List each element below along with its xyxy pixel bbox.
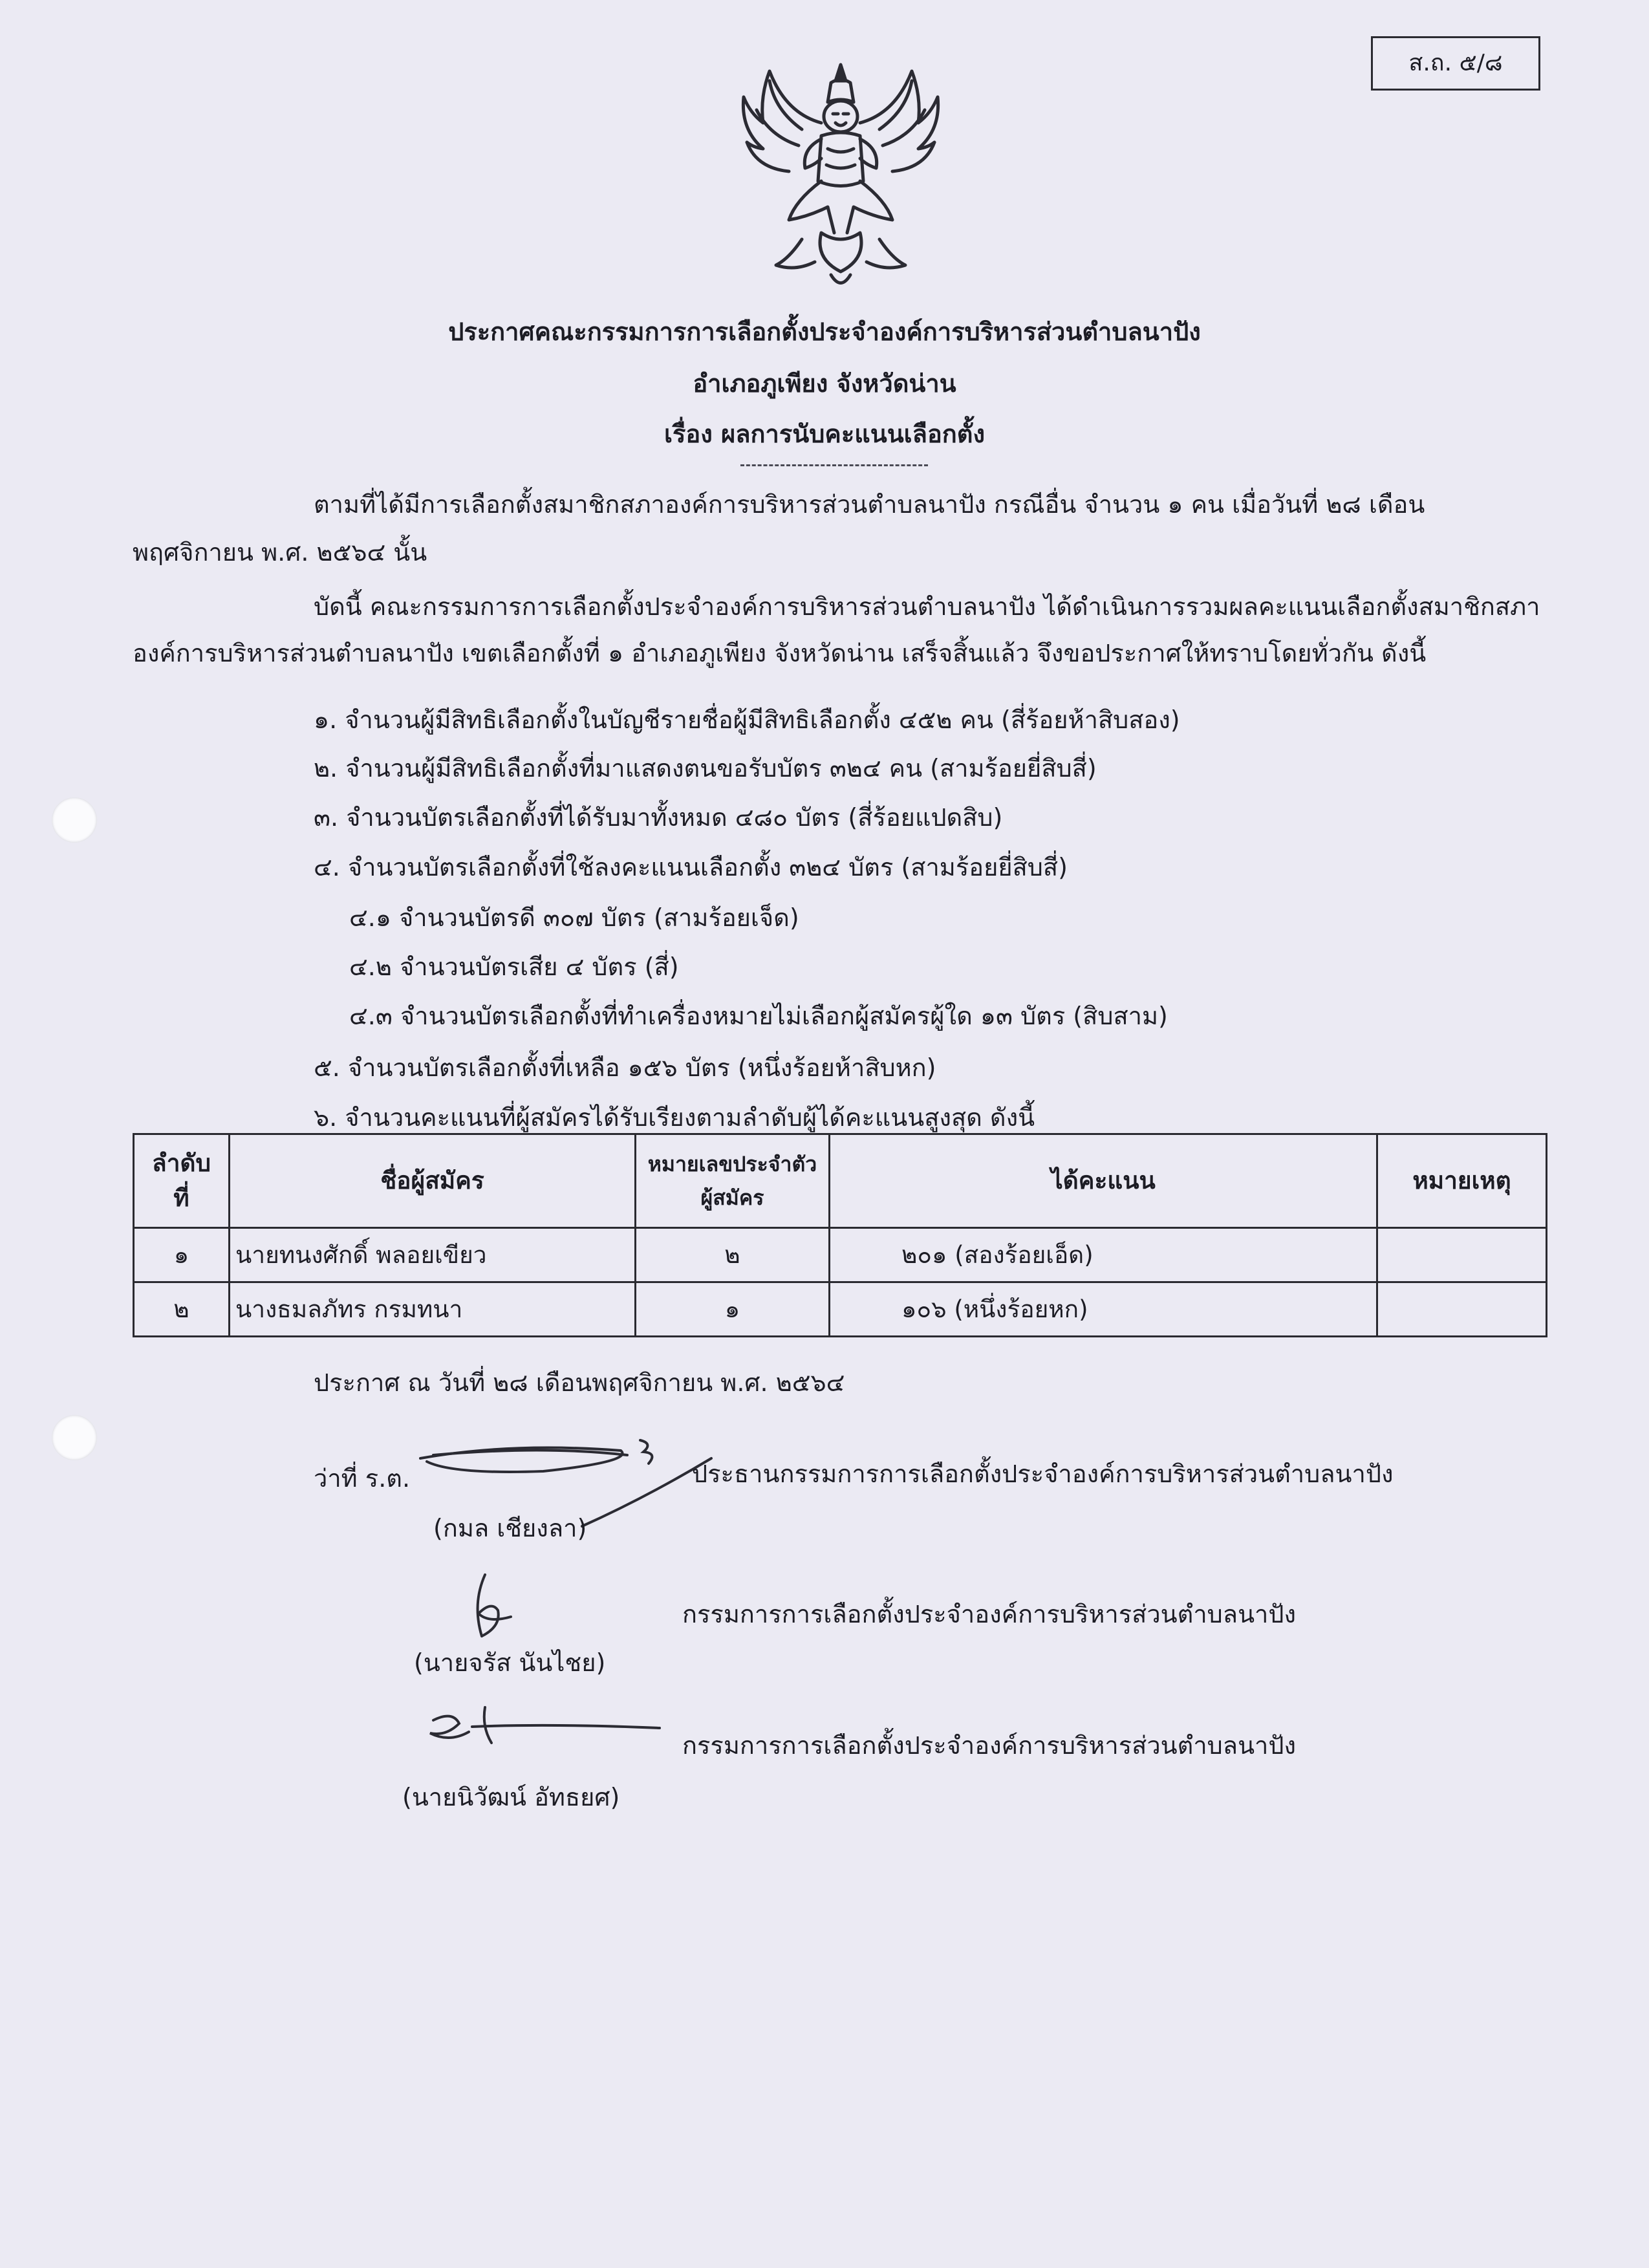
item-5: ๕. จำนวนบัตรเลือกตั้งที่เหลือ ๑๕๖ บัตร (หนึ่งร้อยห้าสิบหก) bbox=[314, 1053, 936, 1082]
header-title-line3: เรื่อง ผลการนับคะแนนเลือกตั้ง bbox=[663, 420, 986, 448]
header-number: หมายเลขประจำตัว ผู้สมัคร bbox=[636, 1134, 830, 1228]
results-table bbox=[133, 1133, 1547, 1337]
header-name: ชื่อผู้สมัคร bbox=[230, 1134, 636, 1228]
item-4-2: ๔.๒ จำนวนบัตรเสีย ๔ บัตร (สี่) bbox=[349, 953, 679, 981]
row-name: นางธมลภัทร กรมทนา bbox=[230, 1282, 636, 1337]
announce-date: ประกาศ ณ วันที่ ๒๘ เดือนพฤศจิกายน พ.ศ. ๒๕๖๔ bbox=[314, 1368, 845, 1397]
item-3: ๓. จำนวนบัตรเลือกตั้งที่ได้รับมาทั้งหมด ๔๘๐ บัตร (สี่ร้อยแปดสิบ) bbox=[314, 803, 1003, 832]
signatory-3-name: (นายนิวัฒน์ อัทธยศ) bbox=[402, 1783, 620, 1811]
garuda-emblem-icon bbox=[724, 52, 957, 297]
intro-p2-line2: องค์การบริหารส่วนตำบลนาปัง เขตเลือกตั้งที่ ๑ อำเภอภูเพียง จังหวัดน่าน เสร็จสิ้นแล้ว จึงขอประกาศให้ทราบโดยทั่วกัน ดังนี้ bbox=[133, 639, 1427, 667]
header-title-line1: ประกาศคณะกรรมการการเลือกตั้งประจำองค์การบริหารส่วนตำบลนาปัง bbox=[448, 318, 1201, 346]
row-number: ๒ bbox=[636, 1228, 830, 1282]
row-order: ๒ bbox=[134, 1282, 230, 1337]
signatory-1-title: ประธานกรรมการการเลือกตั้งประจำองค์การบริหารส่วนตำบลนาปัง bbox=[692, 1460, 1394, 1488]
item-6: ๖. จำนวนคะแนนที่ผู้สมัครได้รับเรียงตามลำดับผู้ได้คะแนนสูงสุด ดังนี้ bbox=[314, 1103, 1035, 1132]
row-score: ๒๐๑ (สองร้อยเอ็ด) bbox=[830, 1228, 1377, 1282]
intro-p1-line1: ตามที่ได้มีการเลือกตั้งสมาชิกสภาองค์การบริหารส่วนตำบลนาปัง กรณีอื่น จำนวน ๑ คน เมื่อวันที่ ๒๘ เดือน bbox=[314, 490, 1425, 519]
row-order: ๑ bbox=[134, 1228, 230, 1282]
signatory-1-prefix: ว่าที่ ร.ต. bbox=[314, 1464, 411, 1493]
table-row bbox=[134, 1282, 1547, 1337]
signatory-3-title: กรรมการการเลือกตั้งประจำองค์การบริหารส่วนตำบลนาปัง bbox=[682, 1731, 1297, 1760]
header-score: ได้คะแนน bbox=[830, 1134, 1377, 1228]
punch-hole-bottom bbox=[52, 1415, 97, 1460]
intro-p1-line2: พฤศจิกายน พ.ศ. ๒๕๖๔ นั้น bbox=[133, 538, 427, 567]
punch-hole-top bbox=[52, 797, 97, 843]
item-1: ๑. จำนวนผู้มีสิทธิเลือกตั้งในบัญชีรายชื่อผู้มีสิทธิเลือกตั้ง ๔๕๒ คน (สี่ร้อยห้าสิบสอง) bbox=[314, 706, 1180, 734]
row-number: ๑ bbox=[636, 1282, 830, 1337]
intro-p2-line1: บัดนี้ คณะกรรมการการเลือกตั้งประจำองค์การบริหารส่วนตำบลนาปัง ได้ดำเนินการรวมผลคะแนนเลือกตั้งสมาชิกสภา bbox=[314, 592, 1540, 621]
row-note bbox=[1377, 1282, 1547, 1337]
signature-2-icon bbox=[453, 1565, 543, 1656]
signature-3-icon bbox=[420, 1701, 666, 1766]
signatory-2-name: (นายจรัส นันไชย) bbox=[414, 1648, 606, 1677]
table-row bbox=[134, 1228, 1547, 1282]
header-divider bbox=[740, 464, 928, 466]
signatory-2-title: กรรมการการเลือกตั้งประจำองค์การบริหารส่วนตำบลนาปัง bbox=[682, 1600, 1297, 1628]
table-header-row bbox=[134, 1134, 1547, 1228]
item-4: ๔. จำนวนบัตรเลือกตั้งที่ใช้ลงคะแนนเลือกตั้ง ๓๒๔ บัตร (สามร้อยยี่สิบสี่) bbox=[314, 853, 1068, 881]
row-name: นายทนงศักดิ์ พลอยเขียว bbox=[230, 1228, 636, 1282]
item-4-1: ๔.๑ จำนวนบัตรดี ๓๐๗ บัตร (สามร้อยเจ็ด) bbox=[349, 903, 799, 932]
signatory-1-name: (กมล เชียงลา) bbox=[433, 1514, 587, 1542]
header-note: หมายเหตุ bbox=[1377, 1134, 1547, 1228]
item-2: ๒. จำนวนผู้มีสิทธิเลือกตั้งที่มาแสดงตนขอรับบัตร ๓๒๔ คน (สามร้อยยี่สิบสี่) bbox=[314, 754, 1097, 783]
header-title-line2: อำเภอภูเพียง จังหวัดน่าน bbox=[693, 369, 956, 398]
row-note bbox=[1377, 1228, 1547, 1282]
item-4-3: ๔.๓ จำนวนบัตรเลือกตั้งที่ทำเครื่องหมายไม่เลือกผู้สมัครผู้ใด ๑๓ บัตร (สิบสาม) bbox=[349, 1002, 1168, 1030]
header-order: ลำดับ ที่ bbox=[134, 1134, 230, 1228]
row-score: ๑๐๖ (หนึ่งร้อยหก) bbox=[830, 1282, 1377, 1337]
form-code-box: ส.ถ. ๕/๘ bbox=[1371, 36, 1540, 91]
